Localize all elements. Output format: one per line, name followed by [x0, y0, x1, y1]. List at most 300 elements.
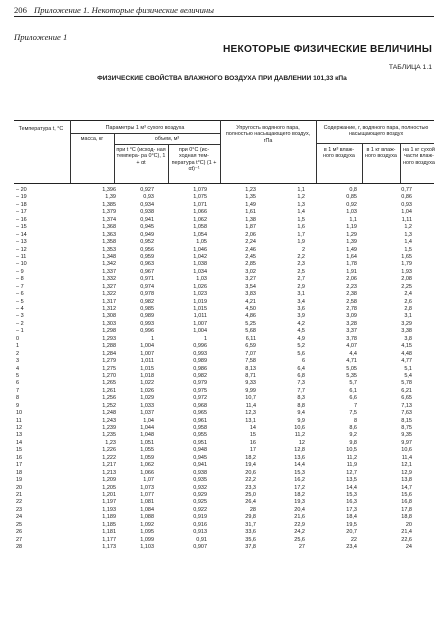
table-cell: 1,177	[102, 536, 116, 543]
table-top-rule	[14, 120, 434, 121]
table-cell: 2,46	[245, 246, 256, 253]
table-cell: 4,15	[401, 343, 412, 350]
table-cell: – 20	[16, 187, 27, 193]
table-cell: 0,952	[140, 239, 154, 246]
table-row	[0, 343, 444, 350]
table-cell: 1,079	[193, 187, 207, 193]
table-row	[0, 522, 444, 529]
table-cell: 19,3	[294, 499, 305, 506]
table-cell: 0,92	[346, 201, 357, 208]
header-per-kg: в 1 кг влаж- ного воздуха	[365, 147, 397, 160]
table-cell: 18,2	[245, 454, 256, 461]
table-row	[0, 544, 444, 551]
table-cell: 22	[16, 499, 23, 506]
table-cell: 19,5	[346, 521, 357, 528]
header-volume-at-t: при t °С (исход- ная темпера- ра 0°С), 1 + αt	[116, 147, 166, 166]
table-cell: 1,312	[102, 306, 116, 312]
col-divider	[362, 143, 363, 183]
table-row	[0, 276, 444, 283]
col-divider	[220, 120, 221, 183]
table-row	[0, 455, 444, 462]
table-cell: 0,967	[140, 268, 154, 275]
table-cell: 5,7	[349, 380, 357, 387]
table-cell: 1,226	[102, 447, 116, 454]
table-cell: – 3	[16, 313, 24, 320]
table-cell: 9,4	[297, 410, 305, 417]
table-cell: 7,7	[297, 387, 305, 394]
table-cell: 21,4	[401, 529, 412, 536]
table-cell: 19,4	[245, 462, 256, 469]
table-cell: 24	[16, 514, 23, 521]
header-content-group: Содержание, г, водяного пара, полностью насыщающего воздух	[323, 125, 429, 138]
table-cell: 1,075	[193, 194, 207, 201]
table-cell: 37,8	[245, 544, 256, 550]
table-cell: 21,6	[294, 514, 305, 521]
table-row	[0, 499, 444, 506]
table-cell: 0,996	[193, 343, 207, 350]
appendix-label: Приложение 1	[14, 32, 68, 42]
table-cell: 23,3	[245, 484, 256, 491]
table-cell: 1,197	[102, 499, 116, 506]
table-row	[0, 485, 444, 492]
table-cell: 2,4	[404, 291, 412, 298]
table-cell: 0,949	[140, 231, 154, 238]
running-head-title: Приложение 1. Некоторые физические величины	[34, 5, 214, 15]
table-cell: 27	[16, 536, 23, 543]
table-cell: 5,05	[346, 365, 357, 372]
header-per-m3: в 1 м³ влаж- ного воздуха	[323, 147, 355, 160]
table-cell: 3,02	[245, 268, 256, 275]
table-cell: 6	[16, 380, 20, 387]
table-cell: 14	[249, 425, 256, 431]
table-cell: 1,293	[102, 335, 116, 342]
table-cell: 2,5	[297, 268, 305, 275]
table-cell: – 9	[16, 268, 24, 275]
table-cell: 1,023	[193, 291, 207, 298]
table-cell: 0,8	[349, 187, 357, 193]
table-cell: 1,038	[193, 261, 207, 268]
table-cell: 5,25	[245, 320, 256, 327]
table-cell: 0,989	[193, 358, 207, 365]
table-cell: 16,8	[401, 499, 412, 506]
table-cell: 3,38	[401, 328, 412, 335]
table-cell: – 8	[16, 276, 24, 283]
table-cell: 1,39	[105, 194, 116, 201]
table-cell: 7,07	[245, 350, 256, 357]
table-cell: 20,6	[245, 469, 256, 476]
running-head	[14, 5, 214, 15]
table-cell: 0,975	[193, 387, 207, 394]
table-cell: 1,5	[404, 246, 412, 253]
table-cell: 25	[16, 521, 23, 528]
table-cell: 1,7	[297, 231, 305, 238]
col-divider	[316, 120, 317, 183]
table-cell: 1,303	[102, 320, 116, 327]
table-cell: 9,33	[245, 380, 256, 387]
table-cell: 1,78	[346, 261, 357, 268]
table-cell: 15,3	[294, 469, 305, 476]
table-cell: 0,919	[193, 514, 207, 521]
table-cell: 1,077	[140, 491, 154, 498]
table-cell: – 19	[16, 194, 27, 201]
table-cell: 1,092	[140, 521, 154, 528]
table-cell: 5,35	[346, 372, 357, 379]
table-cell: 13,5	[346, 477, 357, 484]
table-cell: 3,09	[346, 313, 357, 320]
table-cell: 1,3	[404, 231, 412, 238]
table-cell: 2,06	[245, 231, 256, 238]
table-cell: 0,978	[140, 291, 154, 298]
table-cell: 1,87	[245, 224, 256, 231]
params-group-rule	[70, 133, 220, 134]
table-cell: 0,932	[193, 484, 207, 491]
table-cell: 1,05	[196, 239, 207, 246]
table-cell: 13,8	[401, 477, 412, 484]
table-cell: 1,055	[140, 447, 154, 454]
table-cell: 33,6	[245, 529, 256, 536]
table-cell: 26	[16, 529, 23, 536]
table-cell: 8	[16, 395, 20, 402]
table-cell: 1,185	[102, 521, 116, 528]
table-cell: 0,913	[193, 529, 207, 536]
table-cell: 3,29	[401, 320, 412, 327]
table-cell: 1,103	[140, 544, 154, 550]
table-cell: 0,958	[193, 425, 207, 431]
table-cell: 0,959	[140, 253, 154, 260]
table-cell: 4,86	[245, 313, 256, 320]
table-cell: 0,934	[140, 201, 154, 208]
table-cell: 2,9	[297, 283, 305, 290]
table-cell: 22,6	[401, 536, 412, 543]
table-cell: 8,8	[297, 402, 305, 409]
table-row	[0, 284, 444, 291]
header-vapor-pressure: Упругость водяного пара, полностью насыщающего воздух, гПа	[225, 125, 311, 144]
table-cell: 23	[16, 506, 23, 513]
table-cell: 0,907	[193, 544, 207, 550]
table-cell: 1,037	[140, 410, 154, 417]
table-cell: 10,6	[294, 425, 305, 431]
table-cell: 1,217	[102, 462, 116, 469]
table-cell: 1,317	[102, 298, 116, 305]
table-cell: 1,363	[102, 231, 116, 238]
table-cell: 2,45	[245, 253, 256, 260]
table-cell: 5,6	[297, 350, 305, 357]
table-cell: 1,29	[346, 231, 357, 238]
table-cell: 1,011	[140, 358, 154, 365]
table-cell: 27	[298, 544, 305, 550]
table-cell: 12	[298, 439, 305, 446]
table-cell: 1,026	[140, 387, 154, 394]
table-cell: 0,961	[193, 417, 207, 424]
table-cell: 1,2	[297, 194, 305, 201]
table-cell: 2,58	[346, 298, 357, 305]
table-cell: 4,21	[245, 298, 256, 305]
page-number: 206	[14, 5, 27, 15]
table-cell: 6,1	[349, 387, 357, 394]
table-cell: 1,046	[193, 246, 207, 253]
table-cell: 1,275	[102, 365, 116, 372]
table-cell: 2,08	[401, 276, 412, 283]
table-cell: 1,099	[140, 536, 154, 543]
table-cell: – 4	[16, 306, 24, 312]
table-row	[0, 388, 444, 395]
table-cell: 3,54	[245, 283, 256, 290]
table-cell: 10,5	[346, 447, 357, 454]
table-cell: 11	[16, 417, 22, 424]
table-cell: 4,71	[346, 358, 357, 365]
table-row	[0, 261, 444, 268]
table-cell: 3,27	[245, 276, 256, 283]
table-cell: – 15	[16, 224, 27, 231]
table-cell: 9,97	[401, 439, 412, 446]
table-cell: 1,03	[346, 209, 357, 216]
table-cell: 2,6	[404, 298, 412, 305]
table-cell: 2,24	[245, 239, 256, 246]
table-row	[0, 366, 444, 373]
table-cell: 31,7	[245, 521, 256, 528]
table-cell: 11,2	[346, 454, 357, 461]
table-cell: 3,9	[297, 313, 305, 320]
table-cell: 1,4	[404, 239, 412, 246]
table-body	[0, 187, 444, 551]
table-row	[0, 224, 444, 231]
table-cell: 18,4	[346, 514, 357, 521]
table-cell: 9,2	[349, 432, 357, 439]
table-cell: 11,2	[294, 432, 305, 439]
table-cell: 18,2	[294, 491, 305, 498]
table-cell: 4,48	[401, 350, 412, 357]
table-cell: 1,034	[193, 268, 207, 275]
table-cell: 6,65	[401, 395, 412, 402]
table-cell: 1,35	[245, 194, 256, 201]
table-cell: 0,938	[193, 469, 207, 476]
table-cell: 1,396	[102, 187, 116, 193]
table-row	[0, 217, 444, 224]
table-cell: 17	[249, 447, 256, 454]
table-cell: 1,342	[102, 261, 116, 268]
table-cell: 22,2	[245, 477, 256, 484]
table-cell: 26,4	[245, 499, 256, 506]
table-cell: 1,19	[346, 224, 357, 231]
table-cell: 1,379	[102, 209, 116, 216]
table-cell: 1	[150, 335, 154, 342]
table-cell: 3,1	[297, 291, 305, 298]
table-cell: 0,85	[346, 194, 357, 201]
table-cell: 0,985	[140, 306, 154, 312]
table-cell: 12,3	[245, 410, 256, 417]
table-cell: – 10	[16, 261, 27, 268]
table-cell: 9,35	[401, 432, 412, 439]
table-cell: 1,64	[346, 253, 357, 260]
table-cell: 12	[16, 425, 23, 431]
header-temperature: Температура t, °С	[18, 126, 64, 132]
table-cell: 10	[16, 410, 23, 417]
table-cell: 1,265	[102, 380, 116, 387]
table-row	[0, 529, 444, 536]
table-cell: 24	[405, 544, 412, 550]
table-cell: 1,058	[193, 224, 207, 231]
table-cell: 1,007	[193, 320, 207, 327]
table-cell: – 17	[16, 209, 27, 216]
table-cell: 2	[16, 350, 20, 357]
table-cell: 1,61	[245, 209, 256, 216]
table-cell: 20,7	[346, 529, 357, 536]
table-cell: 7	[353, 402, 357, 409]
table-cell: 22,9	[294, 521, 305, 528]
table-cell: 13	[16, 432, 23, 439]
table-cell: 21	[16, 491, 23, 498]
table-caption: ФИЗИЧЕСКИЕ СВОЙСТВА ВЛАЖНОГО ВОЗДУХА ПРИ ДАВЛЕНИИ 101,33 кПа	[97, 75, 347, 82]
table-cell: 1,288	[102, 343, 116, 350]
table-cell: 2,06	[346, 276, 357, 283]
table-cell: 1,081	[140, 499, 154, 506]
table-cell: 3,4	[297, 298, 305, 305]
table-cell: 6,4	[297, 365, 305, 372]
table-row	[0, 537, 444, 544]
table-cell: 2,8	[404, 306, 412, 312]
table-cell: 16,2	[294, 477, 305, 484]
table-cell: 1,03	[196, 276, 207, 283]
table-cell: 1,054	[193, 231, 207, 238]
table-cell: 5	[16, 372, 20, 379]
table-cell: 29,8	[245, 514, 256, 521]
table-cell: 1,358	[102, 239, 116, 246]
table-cell: 1,11	[401, 216, 412, 223]
table-cell: 0,91	[196, 536, 207, 543]
table-cell: 1,2	[404, 224, 412, 231]
table-cell: 9,9	[297, 417, 305, 424]
table-cell: 8,15	[401, 417, 412, 424]
table-cell: 0,996	[140, 328, 154, 335]
table-cell: 6	[301, 358, 305, 365]
table-cell: – 6	[16, 291, 24, 298]
table-cell: 7,5	[349, 410, 357, 417]
table-row	[0, 380, 444, 387]
table-cell: 4,2	[297, 320, 305, 327]
table-cell: 11,4	[245, 402, 256, 409]
table-cell: 1,1	[349, 216, 357, 223]
table-cell: 8,71	[245, 372, 256, 379]
table-row	[0, 254, 444, 261]
table-cell: 0,971	[140, 276, 154, 283]
table-cell: 0,956	[140, 246, 154, 253]
table-row	[0, 336, 444, 343]
table-cell: 15,6	[401, 491, 412, 498]
volume-group-rule	[114, 144, 220, 145]
header-volume-group: объем, м³	[154, 136, 180, 142]
table-cell: 1,4	[297, 209, 305, 216]
table-cell: 16	[16, 454, 23, 461]
table-cell: – 16	[16, 216, 27, 223]
table-cell: 2,23	[346, 283, 357, 290]
table-cell: 17,2	[294, 484, 305, 491]
table-cell: 0,941	[193, 462, 207, 469]
table-cell: 1,018	[140, 372, 154, 379]
table-cell: 1,256	[102, 395, 116, 402]
table-cell: 1,65	[401, 253, 412, 260]
table-cell: 17,8	[401, 506, 412, 513]
table-cell: 1,332	[102, 276, 116, 283]
table-cell: 1,026	[193, 283, 207, 290]
table-cell: 1,239	[102, 425, 116, 431]
table-cell: 1,019	[193, 298, 207, 305]
table-row	[0, 328, 444, 335]
table-row	[0, 410, 444, 417]
table-cell: 8,6	[349, 425, 357, 431]
table-cell: 1,1	[297, 187, 305, 193]
table-cell: 1,022	[140, 380, 154, 387]
table-row	[0, 299, 444, 306]
table-row	[0, 306, 444, 313]
table-cell: 0,945	[193, 454, 207, 461]
table-cell: 1,042	[193, 253, 207, 260]
table-cell: 18,8	[401, 514, 412, 521]
table-cell: 1,193	[102, 506, 116, 513]
table-row	[0, 462, 444, 469]
table-cell: 1,284	[102, 350, 116, 357]
table-cell: 1,015	[193, 306, 207, 312]
table-cell: 22	[350, 536, 357, 543]
table-cell: 6,21	[401, 387, 412, 394]
table-cell: 1,39	[346, 239, 357, 246]
table-cell: 15	[249, 432, 256, 439]
table-cell: 0,963	[140, 261, 154, 268]
table-row	[0, 313, 444, 320]
table-row	[0, 373, 444, 380]
table-cell: 6,59	[245, 343, 256, 350]
table-cell: 1,49	[346, 246, 357, 253]
table-cell: 1,095	[140, 529, 154, 536]
table-cell: 0,948	[193, 447, 207, 454]
table-row	[0, 202, 444, 209]
col-divider	[400, 143, 401, 183]
table-cell: 0,935	[193, 477, 207, 484]
table-cell: 1,059	[140, 454, 154, 461]
table-cell: 35,6	[245, 536, 256, 543]
table-cell: 1,298	[102, 328, 116, 335]
table-cell: 1,071	[193, 201, 207, 208]
table-cell: 2,78	[346, 306, 357, 312]
table-cell: 6,8	[297, 372, 305, 379]
col-divider	[70, 120, 71, 183]
table-header-bottom-rule	[14, 183, 434, 184]
table-cell: 19	[16, 477, 23, 484]
table-cell: 0,925	[193, 499, 207, 506]
table-cell: 1,011	[193, 313, 207, 320]
table-cell: 1	[16, 343, 20, 350]
table-row	[0, 492, 444, 499]
table-cell: 3	[16, 358, 20, 365]
table-row	[0, 440, 444, 447]
table-cell: 0,941	[140, 216, 154, 223]
table-row	[0, 470, 444, 477]
table-cell: 1,38	[245, 216, 256, 223]
table-cell: 1,9	[297, 239, 305, 246]
table-cell: 0,93	[401, 201, 412, 208]
table-cell: 7	[16, 387, 20, 394]
table-cell: 1,5	[297, 216, 305, 223]
table-row	[0, 395, 444, 402]
table-cell: 0,993	[193, 350, 207, 357]
table-cell: 0	[16, 335, 20, 342]
table-cell: 0,951	[193, 439, 207, 446]
table-cell: 0,965	[193, 410, 207, 417]
table-cell: 1,79	[401, 261, 412, 268]
table-cell: 5,78	[401, 380, 412, 387]
header-per-kg-dry: на 1 кг сухой части влаж- ного воздуха	[403, 147, 435, 166]
table-cell: – 2	[16, 320, 24, 327]
table-cell: 3,6	[297, 306, 305, 312]
